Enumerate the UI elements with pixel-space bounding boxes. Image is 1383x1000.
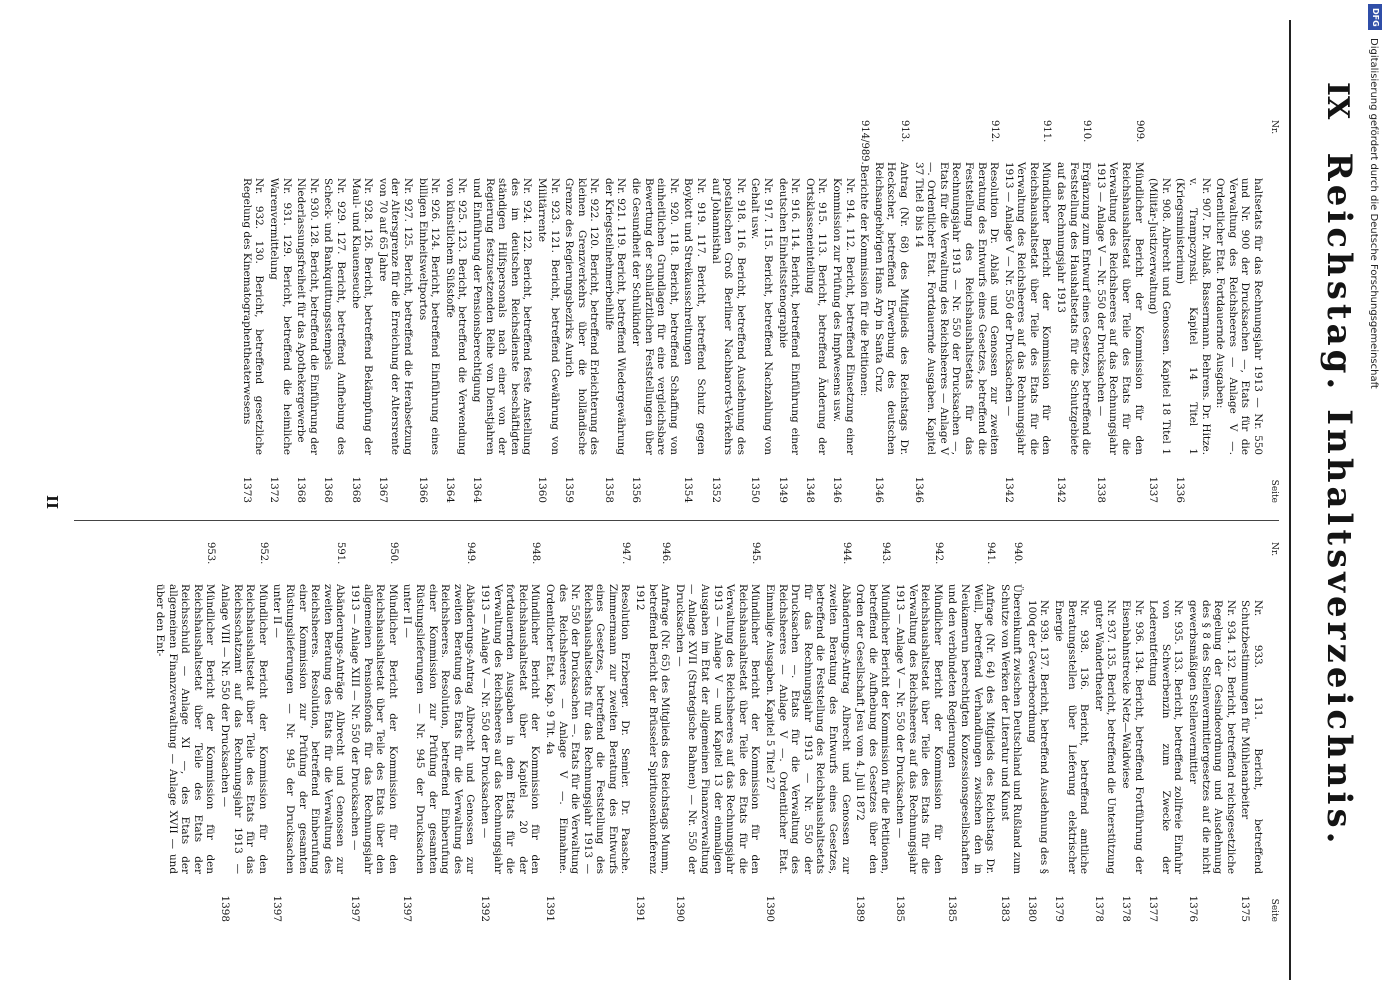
entry-number: 946. bbox=[660, 542, 672, 565]
entry-number: 940. bbox=[1012, 542, 1024, 565]
entry-text: Nr. 926. 124. Bericht, betreffend Einführung eines billigen Einheitsweltportos bbox=[416, 178, 442, 455]
toc-entry bbox=[348, 542, 398, 922]
toc-entry bbox=[776, 120, 801, 503]
entry-page: 1338 bbox=[1094, 476, 1107, 503]
seite-heading: Seite bbox=[1269, 479, 1279, 503]
entry-page: 1391 bbox=[634, 895, 647, 922]
entry-page: 1376 bbox=[1187, 895, 1200, 922]
entry-text: Nr. 936. 134. Bericht, betreffend Fortführung der Eisenbahnstrecke Netz—Waldwiese bbox=[1120, 600, 1145, 874]
page-title: Reichstag. Inhaltsverzeichnis. bbox=[1319, 152, 1359, 848]
toc-entry bbox=[893, 542, 943, 922]
entry-number: 911. bbox=[1041, 120, 1053, 143]
entry-page: 1348 bbox=[803, 476, 816, 503]
toc-entry bbox=[763, 542, 851, 922]
entry-text: Mündlicher Bericht der Kommission für den Reichshaushaltsetat über Teile des Etats der Reichsschuld — Anlage XI —, des Etats der allgemeinen Finanzverwaltung — Anlage XVII — und über den Ent- bbox=[154, 584, 217, 874]
entry-text: Nr. 927. 125. Bericht, betreffend die Herabsetzung der Altersgrenze für die Erreichung der Altersrente von 70 auf 65 Jahre bbox=[376, 178, 414, 455]
dfg-logo: DFG bbox=[1368, 4, 1382, 30]
entry-page: 1397 bbox=[349, 895, 362, 922]
entry-page: 1385 bbox=[946, 895, 959, 922]
entry-number: 912. bbox=[989, 120, 1001, 143]
toc-entry bbox=[349, 120, 374, 503]
entry-page: 1368 bbox=[322, 476, 335, 503]
toc-entry bbox=[1147, 542, 1185, 922]
entry-text: Mündlicher Bericht der Kommission für den Reichshaushaltsetat über Teile des Etats über den allgemeinen Pensionsfonds für das Rechnungsjahr 1913 — Anlage XIII — Nr. 550 der Drucksachen — bbox=[349, 584, 399, 874]
nr-heading: Nr. bbox=[1269, 120, 1279, 135]
entry-number bbox=[630, 120, 680, 162]
entry-page: 1398 bbox=[219, 895, 232, 922]
nr-heading: Nr. bbox=[1269, 542, 1279, 557]
entry-text: Nr. 920. 118. Bericht, betreffend Schaffung von einheitlichen Grundlagen für eine vergleichsbare Bewertung der schulärztlichen Feststellungen über die Gesundheit der Schulkinder bbox=[630, 178, 680, 455]
entry-text: haltsetats für das Rechnungsjahr 1913 — Nr. 550 und Nr. 900 der Drucksachen —, Etats für die Verwaltung des Reichsheeres — Anlage V —. Ordentlicher Etat. Fortdauernde Ausgaben: bbox=[1214, 178, 1264, 455]
entry-number: 953. bbox=[205, 542, 217, 565]
entry-page: 1375 bbox=[1239, 895, 1252, 922]
entry-text: Nr. 928. 126. Bericht, betreffend Bekämpfung der Maul- und Klauenseuche bbox=[349, 178, 375, 455]
entry-text: Nr. 924. 122. Bericht, betreffend feste Anstellung des im deutschen Reichsdienste beschäftigten ständigen Hilfspersonals nach einer von der Regierung festzusetzenden Reihe von Dienstjahren und Einführung der Pensionsberechtigung bbox=[470, 178, 534, 455]
entry-text: Mündlicher Bericht der Kommission für den Reichshaushaltsetat über Teile des Etats für die Verwaltung des Reichsheeres auf das Rechnungsjahr 1913 — Anlage V — Nr. 550 der Drucksachen — bbox=[1002, 162, 1053, 455]
toc-entry bbox=[322, 120, 347, 503]
entry-text: Mündlicher Bericht der Kommission für den Reichshaushaltsetat über Teile des Etats für die Verwaltung des Reichsheeres auf das Rechnungsjahr 1913 — Anlage V — und Kapitel 13 der einmaligen Ausgaben im Etat der allgemeinen Finanzverwaltung — Anlage XVII (Strategische Bahnen) — Nr. 550 der Drucksachen — bbox=[673, 584, 762, 874]
entry-number: 943. bbox=[880, 542, 892, 565]
entry-page: 1354 bbox=[682, 476, 695, 503]
toc-entry bbox=[1147, 120, 1172, 503]
entry-page: 1397 bbox=[271, 895, 284, 922]
entry-page: 1342 bbox=[1055, 476, 1068, 503]
toc-entry bbox=[1214, 120, 1264, 503]
toc-entry bbox=[240, 120, 265, 503]
toc-entry bbox=[219, 542, 269, 922]
entry-page: 1389 bbox=[854, 895, 867, 922]
toc-entry bbox=[443, 120, 468, 503]
toc-entry bbox=[946, 542, 996, 922]
entry-text: Nr. 916. 114. Bericht, betreffend Einführung einer deutschen Einheitsstenographie bbox=[776, 178, 802, 455]
entry-number bbox=[240, 120, 265, 162]
entry-number bbox=[749, 120, 774, 162]
entry-text: Abänderungs-Antrag Albrecht und Genossen zur zweiten Beratung des Etats für die Verwaltung des Reichsheeres. Resolution, betreffend Einberufung einer Kommission zur Prüfung der gesamten Rüstungslieferungen — Nr. 945 der Drucksachen unter II — bbox=[401, 584, 477, 874]
funding-note: Digitalisierung gefördert durch die Deutsche Forschungsgemeinschaft bbox=[1368, 38, 1379, 389]
entry-number bbox=[776, 120, 801, 162]
entry-number bbox=[563, 120, 601, 162]
toc-entry bbox=[563, 120, 601, 503]
entry-page: 1383 bbox=[998, 895, 1011, 922]
right-column bbox=[74, 542, 1279, 922]
entry-text: Nr. 930. 128. Bericht, betreffend die Einführung der Niederlassungsfreiheit für das Apothekergewerbe bbox=[295, 178, 320, 455]
entry-number: 952. bbox=[257, 542, 269, 565]
entry-page: 1391 bbox=[543, 895, 556, 922]
entry-text: Ergänzung zum Entwurf eines Gesetzes, betreffend die Feststellung des Haushaltsetats für die Schutzgebiete auf das Rechnungsjahr 1913 bbox=[1055, 162, 1093, 455]
entry-number: 591. bbox=[335, 542, 347, 565]
entry-number bbox=[1214, 120, 1264, 162]
toc-entry bbox=[602, 120, 627, 503]
toc-entry bbox=[154, 542, 217, 922]
entry-text: Nr. 935. 133. Bericht, betreffend zollfreie Einfuhr von Schwerbenzin zum Zwecke der Lederentfettung bbox=[1147, 600, 1185, 874]
entry-text: Übereinkunft zwischen Deutschland und Rußland zum Schutze von Werken der Literatur und Kunst bbox=[998, 584, 1024, 874]
toc-entry bbox=[634, 542, 672, 922]
entry-number bbox=[322, 120, 347, 162]
toc-entry bbox=[1119, 542, 1144, 922]
entry-number bbox=[535, 120, 560, 162]
entry-text: Mündlicher Bericht der Kommission für den Reichshaushaltsetat über Teile des Etats für die Verwaltung des Reichsheeres auf das Rechnungsjahr 1913 — Anlage V — Nr. 550 der Drucksachen — bbox=[893, 584, 944, 874]
entry-text: Nr. 921. 119. Bericht, betreffend Wiedergewährung der Kriegsteilnehmerbeihilfe bbox=[602, 178, 628, 455]
entry-text: Nr. 919. 117. Bericht, betreffend Schutz gegen Boykott und Streikausschreitungen bbox=[682, 178, 708, 455]
toc-entry bbox=[803, 120, 828, 503]
entry-text: Nr. 937. 135. Bericht, betreffend die Unterstützung guter Wandertheater bbox=[1092, 600, 1118, 874]
entry-number bbox=[602, 120, 627, 162]
entry-page: 1360 bbox=[535, 476, 548, 503]
column-header bbox=[1269, 120, 1279, 503]
entry-text: Berichte der Kommission für die Petitionen: bbox=[858, 164, 871, 397]
entry-number: 941. bbox=[985, 542, 997, 565]
toc-entry bbox=[271, 542, 347, 922]
entry-number: 945. bbox=[750, 542, 762, 565]
entry-text: Nr. 939. 137. Bericht, betreffend Ausdehnung des § 100q der Gewerbeordnung bbox=[1025, 600, 1051, 874]
entry-number bbox=[349, 120, 374, 162]
page-header bbox=[1293, 20, 1363, 980]
toc-entry bbox=[1174, 120, 1212, 503]
toc-entry bbox=[1055, 120, 1093, 503]
entry-number bbox=[443, 120, 468, 162]
entry-number: 909. bbox=[1133, 120, 1145, 143]
footer-mark: II bbox=[43, 495, 61, 510]
entry-text: Nr. 932. 130. Bericht, betreffend gesetzliche Regelung des Kinematographentheaterwesens bbox=[240, 178, 266, 455]
toc-entry bbox=[416, 120, 441, 503]
entry-text: Abänderungs-Anträge Albrecht und Genossen zur zweiten Beratung des Etats für die Verwaltung des Reichsheeres. Resolution, betreffend Einberufung einer Kommission zur Prüfung der gesamten Rüstungslieferungen — Nr. 945 der Drucksachen unter II — bbox=[271, 584, 347, 874]
entry-page: 1342 bbox=[1002, 476, 1015, 503]
entry-number bbox=[1174, 120, 1212, 162]
toc-entry bbox=[1186, 542, 1236, 922]
entry-text: Resolution Dr. Ablaß und Genossen zur zweiten Beratung des Entwurfs eines Gesetzes, betreffend die Feststellung des Reichshaushaltsetats für das Rechnungsjahr 1913 — Nr. 550 der Drucksachen —, Etats für die Verwaltung des Reichsheeres — Anlage V —. Ordentlicher Etat. Fortdauernde Ausgaben. Kapitel 37 Titel 8 bis 14 bbox=[912, 162, 1001, 455]
entry-page: 1392 bbox=[478, 895, 491, 922]
column-header bbox=[1269, 542, 1279, 922]
entry-page: 1378 bbox=[1092, 895, 1105, 922]
entry-number bbox=[709, 120, 747, 162]
entry-text: Nr. 929. 127. Bericht, betreffend Aufhebung des Scheck- und Bankquittungsstempels bbox=[322, 178, 348, 455]
entry-text: Nr. 917. 115. Bericht, betreffend Nachzahlung von Gehalt usw. bbox=[749, 178, 775, 455]
toc-entry bbox=[376, 120, 414, 503]
entry-page: 1366 bbox=[416, 476, 429, 503]
entry-number bbox=[416, 120, 441, 162]
entry-page: 1350 bbox=[749, 476, 762, 503]
toc-entry bbox=[709, 120, 747, 503]
page-number: IX bbox=[1320, 82, 1355, 120]
entry-text: Nr. 931. 129. Bericht, betreffend die heimliche Warenvermittelung bbox=[268, 178, 293, 455]
toc-entry bbox=[543, 542, 631, 922]
toc-entry bbox=[912, 120, 1000, 503]
entry-text: Nr. 933. 131. Bericht, betreffend Schutzbestimmungen für Mühlenarbeiter bbox=[1239, 600, 1264, 874]
entry-page: 1380 bbox=[1025, 895, 1038, 922]
toc-entry bbox=[1002, 120, 1052, 503]
entry-number: 948. bbox=[530, 542, 542, 565]
entry-text: Anfrage (Nr. 65) des Mitglieds des Reichstags Mumm, betreffend Bericht der Brüsseler Spirituosenkonferenz 1912 bbox=[634, 584, 672, 874]
toc-entry bbox=[1025, 542, 1050, 922]
entry-text: Nr. 908. Albrecht und Genossen. Kapitel 18 Titel 1 (Militär-Justizverwaltung) bbox=[1147, 178, 1172, 455]
entry-page: 1336 bbox=[1174, 476, 1187, 503]
entry-number bbox=[1119, 542, 1144, 584]
toc-entry bbox=[749, 120, 774, 503]
entry-page: 1356 bbox=[630, 476, 643, 503]
left-column bbox=[74, 120, 1279, 503]
toc-entry bbox=[1092, 542, 1117, 922]
entry-number: 944. bbox=[840, 542, 852, 565]
entry-number bbox=[1053, 542, 1091, 584]
entry-number: 949. bbox=[465, 542, 477, 565]
entry-text: Nr. 938. 136. Bericht, betreffend amtliche Beratungsstellen über Lieferung elektrischer Energie bbox=[1053, 600, 1091, 874]
entry-page: 1373 bbox=[240, 476, 253, 503]
entry-page: 1390 bbox=[673, 895, 686, 922]
toc-entry bbox=[295, 120, 320, 503]
toc-entry bbox=[1094, 120, 1144, 503]
toc-entry bbox=[630, 120, 680, 503]
toc-entry bbox=[872, 120, 910, 503]
entry-number bbox=[267, 120, 292, 162]
toc-entry bbox=[673, 542, 761, 922]
entry-number: 950. bbox=[387, 542, 399, 565]
entry-page: 1359 bbox=[563, 476, 576, 503]
entry-page: 1367 bbox=[376, 476, 389, 503]
toc-entry bbox=[267, 120, 292, 503]
entry-page: 1378 bbox=[1120, 895, 1133, 922]
entry-number bbox=[1239, 542, 1264, 584]
column-divider bbox=[74, 520, 1279, 521]
toc-entry bbox=[998, 542, 1023, 922]
toc-entry bbox=[1239, 542, 1264, 922]
entry-text: Abänderungs-Antrag Albrecht und Genossen zur zweiten Beratung des Entwurfs eines Gesetzes, betreffend die Feststellung des Reichshaushaltsetats für das Rechnungsjahr 1913 — Nr. 550 der Drucksachen —. Etats für die Verwaltung des Reichsheeres — Anlage V —. Ordentlicher Etat. Einmalige Ausgaben. Kapitel 5 Titel 27 bbox=[764, 584, 852, 874]
toc-entry bbox=[1053, 542, 1091, 922]
entry-text: Nr. 922. 120. Bericht, betreffend Erleichterung des kleinen Grenzverkehrs über die holländische Grenze des Regierungsbezirks Aurich bbox=[563, 178, 601, 455]
toc-entry bbox=[535, 120, 560, 503]
entry-page: 1337 bbox=[1147, 476, 1160, 503]
toc-entry bbox=[401, 542, 477, 922]
entry-text: Nr. 923. 121. Bericht, betreffend Gewährung von Militärrente bbox=[535, 178, 561, 455]
entry-number bbox=[803, 120, 828, 162]
entry-number: 947. bbox=[620, 542, 632, 565]
entry-text: Antrag (Nr. 68) des Mitglieds des Reichstags Dr. Heckscher, betreffend Erwerbung des deutschen Reichsangehörigen Hans Arp in Santa Cruz bbox=[872, 162, 910, 455]
entry-text: Mündlicher Bericht der Kommission für die Petitionen, betreffend die Aufhebung des Gesetzes über den Orden der Gesellschaft Jesu vom 4. Juli 1872 bbox=[854, 584, 892, 874]
entry-page: 1346 bbox=[831, 476, 843, 503]
entry-page: 1390 bbox=[764, 895, 777, 922]
entry-number: 942. bbox=[932, 542, 944, 565]
seite-heading: Seite bbox=[1269, 898, 1279, 922]
entry-number bbox=[1147, 542, 1185, 584]
entry-number bbox=[682, 120, 707, 162]
entry-page: 1358 bbox=[602, 476, 615, 503]
entry-text: Nr. 907. Dr. Ablaß. Bassermann. Behrens. Dr. Hitze. v. Trampczynski. Kapitel 14 Titel 1 (Kriegsministerium) bbox=[1174, 178, 1212, 455]
entry-text: Mündlicher Bericht der Kommission für den Reichshaushaltsetat über Teile des Etats für die Verwaltung des Reichsheeres auf das Rechnungsjahr 1913 — Anlage V — Nr. 550 der Drucksachen — bbox=[1094, 162, 1145, 455]
toc-entry bbox=[478, 542, 541, 922]
entry-page: 1349 bbox=[776, 476, 789, 503]
entry-number bbox=[1147, 120, 1172, 162]
entry-page: 1346 bbox=[872, 476, 885, 503]
entry-text: Nr. 925. 123. Bericht, betreffend die Verwendung von künstlichem Süßstoffe bbox=[443, 178, 469, 455]
entry-page: 1372 bbox=[268, 476, 281, 503]
toc-entry bbox=[854, 542, 892, 922]
entry-page: 1385 bbox=[893, 895, 906, 922]
entry-number bbox=[1092, 542, 1117, 584]
entry-page: 1352 bbox=[709, 476, 722, 503]
entry-page: 1368 bbox=[349, 476, 362, 503]
entry-page: 1364 bbox=[443, 476, 456, 503]
entry-text: Nr. 915. 113. Bericht, betreffend Änderung der Ortsklasseneinteilung bbox=[803, 178, 829, 455]
entry-text: Nr. 914. 112. Bericht, betreffend Einsetzung einer Kommission zur Prüfung des Impfwesens usw. bbox=[831, 178, 856, 455]
entry-number bbox=[1186, 542, 1236, 584]
entry-text: Resolution Erzberger. Dr. Semler. Dr. Paasche. Zimmermann zur zweiten Beratung des Entwurfs eines Gesetzes, betreffend die Feststellung des Reichshaushaltsetats für das Rechnungsjahr 1913 — Nr. 550 der Drucksachen —. Etats für die Verwaltung des Reichsheeres — Anlage V —. Einnahme. Ordentlicher Etat. Kap. 9 Tit. 4a bbox=[543, 584, 632, 874]
digitization-sidebar bbox=[1368, 0, 1383, 1000]
entry-number bbox=[376, 120, 414, 162]
entry-page: 1377 bbox=[1147, 895, 1160, 922]
entry-page: 1364 bbox=[470, 476, 483, 503]
toc-entry bbox=[682, 120, 707, 503]
entry-number bbox=[830, 120, 855, 162]
toc-entry bbox=[830, 120, 855, 503]
entry-text: Nr. 934. 132. Bericht, betreffend reichsgesetzliche Regelung der Gesindeordnung und Ausdehnung des § 8 des Stellenvermittlergesetzes auf die nicht gewerbsmäßigen Stellenvermittler bbox=[1187, 600, 1237, 874]
entry-number: 910. bbox=[1081, 120, 1093, 143]
entry-page: 1346 bbox=[912, 476, 925, 503]
entry-text: Mündlicher Bericht der Kommission für den Reichshaushaltsetat über Teile des Etats für das Reichsschatzamt auf das Rechnungsjahr 1913 — Anlage VIII — Nr. 550 der Drucksachen — bbox=[219, 584, 269, 874]
entry-number bbox=[470, 120, 533, 162]
entry-number bbox=[1025, 542, 1050, 584]
entry-page: 1368 bbox=[295, 476, 308, 503]
header-rule bbox=[1289, 20, 1291, 980]
entry-number: 913. bbox=[898, 120, 910, 143]
entry-text: Nr. 918. 116. Bericht, betreffend Ausdehnung des postalischen Groß Berliner Nachbarorts-Verkehrs auf Johannisthal bbox=[709, 178, 747, 455]
entry-number bbox=[295, 120, 320, 162]
entry-text: Mündlicher Bericht der Kommission für den Reichshaushaltsetat über Kapitel 20 der fortdauernden Ausgaben in dem Etats für die Verwaltung des Reichsheeres auf das Rechnungsjahr 1913 — Anlage V — Nr. 550 der Drucksachen — bbox=[478, 584, 542, 874]
entry-page: 1397 bbox=[401, 895, 414, 922]
entry-page: 1379 bbox=[1053, 895, 1066, 922]
toc-entry bbox=[470, 120, 533, 503]
entry-text: Anfrage (Nr. 64) des Mitglieds des Reichstags Dr. Weill, betreffend Verhandlungen zwischen den in Neukamerun berechtigten Konzessionsgesellschaften und den verbündeten Regierungen bbox=[946, 584, 997, 874]
entry-number: 914/989. bbox=[859, 120, 871, 165]
toc-entry bbox=[858, 120, 871, 503]
